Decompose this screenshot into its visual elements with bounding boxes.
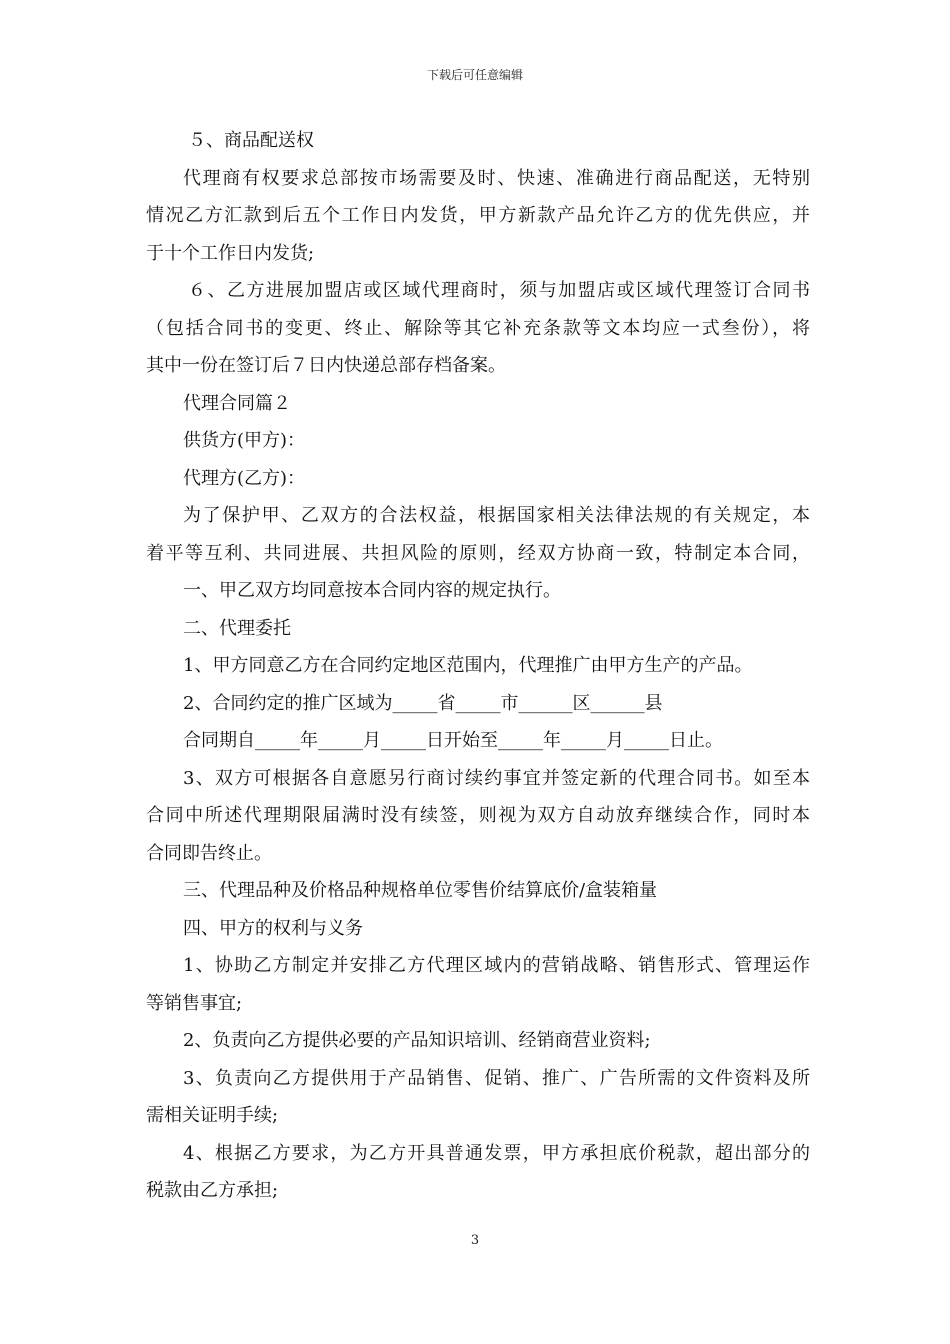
- text-line: 代理方(乙方)：: [183, 467, 306, 489]
- text-line: 二、代理委托: [183, 617, 291, 639]
- text-line: 合同即告终止。: [146, 842, 272, 864]
- text-line: 着平等互利、共同进展、共担风险的原则，经双方协商一致，特制定本合同，: [146, 542, 810, 564]
- text-line: 3、双方可根据各自意愿另行商讨续约事宜并签定新的代理合同书。如至本: [183, 767, 810, 789]
- text-line: 3、负责向乙方提供用于产品销售、促销、推广、广告所需的文件资料及所: [183, 1067, 810, 1089]
- text-line: 于十个工作日内发货;: [146, 242, 315, 264]
- text-line: 2、合同约定的推广区域为_____省_____市______区______县: [183, 692, 663, 714]
- text-line: 为了保护甲、乙双方的合法权益，根据国家相关法律法规的有关规定，本: [183, 505, 810, 526]
- text-line: 其中一份在签订后７日内快递总部存档备案。: [146, 355, 506, 376]
- text-line: 需相关证明手续;: [146, 1105, 279, 1126]
- text-line: 情况乙方汇款到后五个工作日内发货，甲方新款产品允许乙方的优先供应，并: [146, 205, 810, 226]
- text-line: 1、协助乙方制定并安排乙方代理区域内的营销战略、销售形式、管理运作: [183, 955, 810, 976]
- text-line: （包括合同书的变更、终止、解除等其它补充条款等文本均应一式叁份），将: [146, 317, 810, 339]
- text-line: ５、商品配送权: [188, 130, 314, 151]
- text-line: 合同中所述代理期限届满时没有续签，则视为双方自动放弃继续合作，同时本: [146, 805, 810, 826]
- text-line: 等销售事宜;: [146, 992, 243, 1014]
- text-line: 四、甲方的权利与义务: [183, 917, 363, 939]
- text-line: 三、代理品种及价格品种规格单位零售价结算底价/盒装箱量: [183, 880, 658, 901]
- text-line: 税款由乙方承担;: [146, 1180, 279, 1201]
- text-line: 1、甲方同意乙方在合同约定地区范围内，代理推广由甲方生产的产品。: [183, 655, 753, 676]
- text-line: 2、负责向乙方提供必要的产品知识培训、经销商营业资料;: [183, 1030, 651, 1051]
- text-line: 代理商有权要求总部按市场需要及时、快速、准确进行商品配送，无特别: [183, 167, 810, 189]
- text-line: 一、甲乙双方均同意按本合同内容的规定执行。: [183, 580, 561, 601]
- page-number: 3: [470, 1233, 480, 1248]
- text-line: 合同期自_____年_____月_____日开始至_____年_____月_____日止。: [183, 730, 723, 751]
- document-body: [146, 122, 810, 1210]
- text-line: 代理合同篇２: [183, 392, 291, 414]
- text-line: 供货方(甲方)：: [183, 430, 306, 451]
- text-line: ６、乙方进展加盟店或区域代理商时，须与加盟店或区域代理签订合同书: [188, 280, 810, 301]
- page-header: 下载后可任意编辑: [426, 68, 523, 82]
- text-line: 4、根据乙方要求，为乙方开具普通发票，甲方承担底价税款，超出部分的: [183, 1142, 810, 1164]
